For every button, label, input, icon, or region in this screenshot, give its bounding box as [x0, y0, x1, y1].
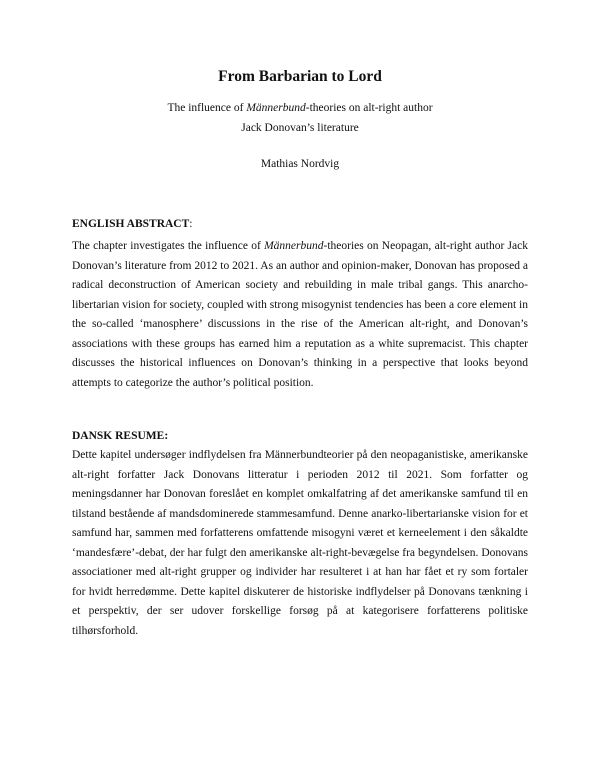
- dansk-resume-text: Dette kapitel undersøger indflydelsen fra Männerbundteorier på den neopaganistiske, amerikanske alt-right forfatter Jack Donovans litteratur i perioden 2012 til 2021. Som forfatter og meningsdanner har Donovan foreslået en komplet omkalfatring af det amerikanske samfund til en tilstand bestående af mandsdominerede stammesamfund. Denne anarko-libertarianske vision for et samfund har, sammen med forfatterens omfattende misogyni været et kerneelement i den såkaldte ‘mandesfære’-debat, der har fulgt den amerikanske alt-right-bevægelse fra begyndelsen. Donovans associationer med alt-right grupper og individer har resulteret i at han har fået et ry som fortaler for hvidt herredømme. Dette kapitel diskuterer de historiske indflydelser på Donovans tænkning i et perspektiv, der ser udover forskellige forsøg på at kategorisere forfatterens politiske tilhørsforhold.: [72, 449, 528, 637]
- subtitle-suffix: -theories on alt-right author: [305, 102, 433, 114]
- subtitle-prefix: The influence of: [167, 102, 247, 114]
- subtitle-italic-term: Männerbund: [246, 102, 306, 114]
- abstract-text-body: -theories on Neopagan, alt-right author Jack Donovan’s literature from 2012 to 2021. As an author and opinion-maker, Donovan has proposed a radical deconstruction of American society and rebuilding in male tribal gangs. This anarcho-libertarian vision for society, coupled with strong misogynist tendencies has been a core element in the so-called ‘manosphere’ discussions in the rise of the American alt-right, and Donovan’s associations with these groups has earned him a reputation as a white supremacist. This chapter discusses the historical influences on Donovan’s thinking in a perspective that looks beyond attempts to categorize the author’s political position.: [72, 240, 528, 389]
- english-abstract-text: [72, 237, 528, 393]
- subtitle-line-2: Jack Donovan’s literature: [241, 122, 359, 134]
- english-abstract-heading: [72, 218, 192, 230]
- author-name: Mathias Nordvig: [260, 158, 340, 170]
- dansk-resume-heading: DANSK RESUME:: [72, 430, 169, 442]
- abstract-text-prefix: The chapter investigates the influence of: [72, 240, 265, 252]
- paper-title: From Barbarian to Lord: [218, 68, 382, 85]
- abstract-italic-term: Männerbund: [264, 240, 324, 252]
- english-abstract-heading-colon: :: [189, 218, 193, 230]
- paper-subtitle: [72, 98, 528, 138]
- english-abstract-heading-text: ENGLISH ABSTRACT: [72, 218, 190, 230]
